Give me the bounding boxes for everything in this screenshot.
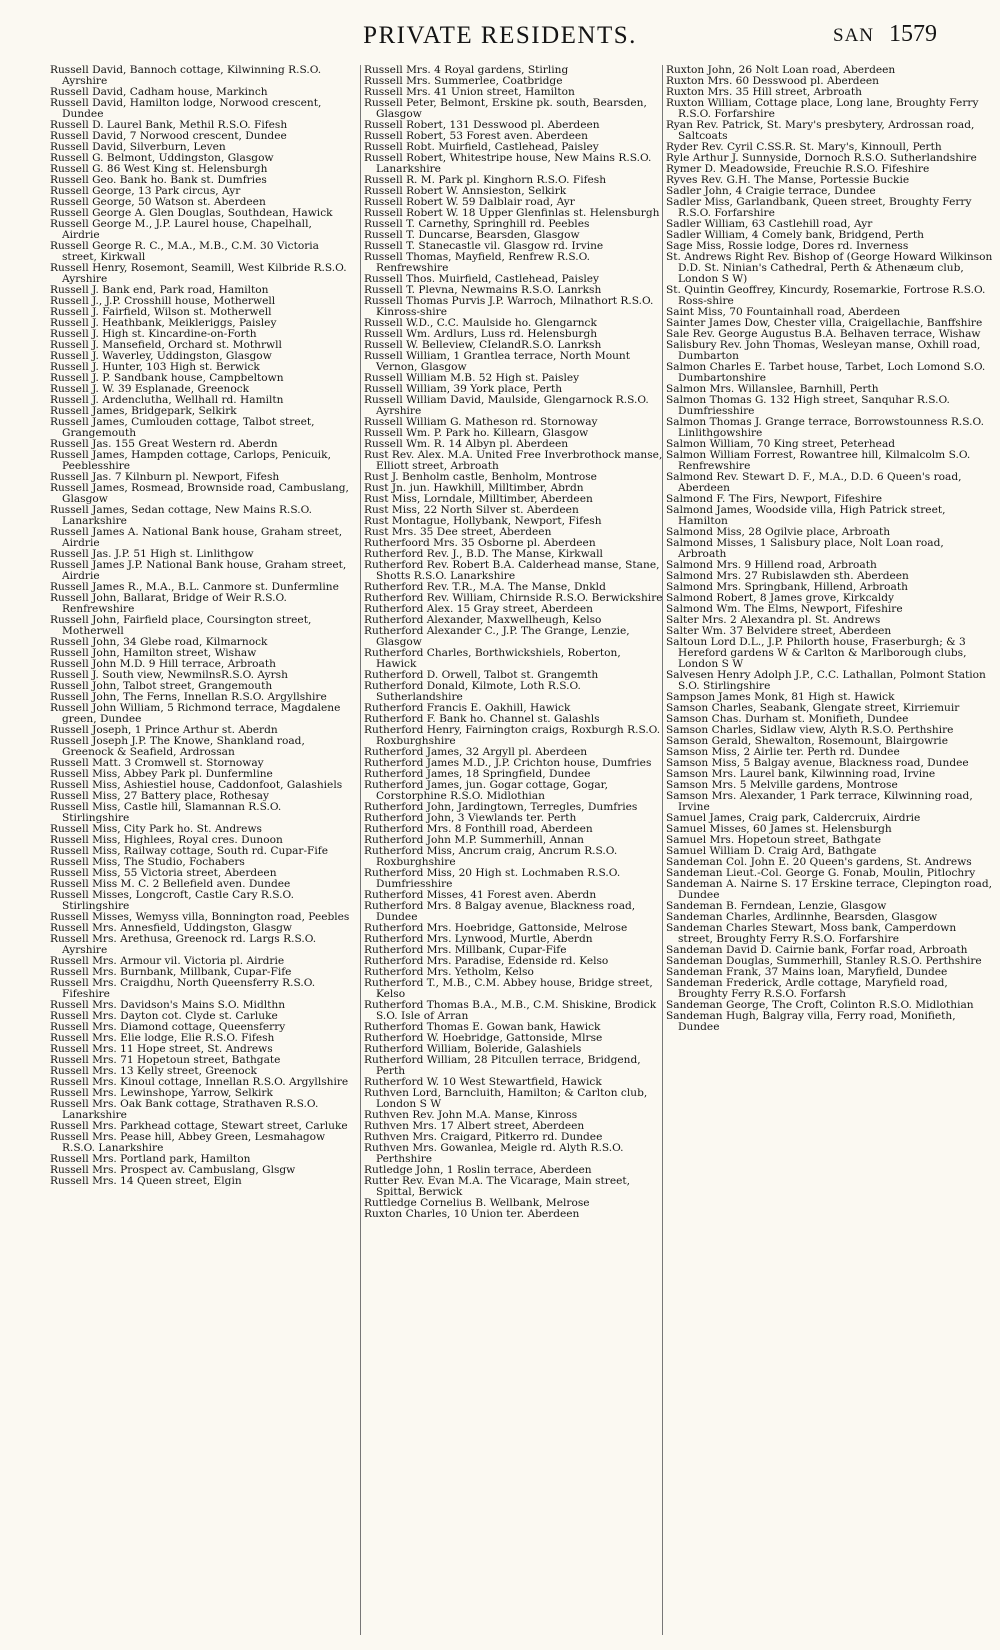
directory-entry: Russell Mrs. Elie lodge, Elie R.S.O. Fifesh [50,1032,275,1044]
directory-entry: Russell William, 39 York place, Perth [364,383,563,395]
directory-entry: Rutherford Alexander, Maxwellheugh, Kelso [364,614,602,626]
directory-entry: Rutherford John M.P. Summerhill, Annan [364,834,584,846]
directory-entry: Russell Miss, Highlees, Royal cres. Dunoon [50,834,283,846]
directory-entry: Samuel Mrs. Hopetoun street, Bathgate [666,834,881,846]
directory-entry: Russell James, Sedan cottage, New Mains R.S.O. Lanarkshire [50,504,313,527]
directory-entry: Samson Miss, 5 Balgay avenue, Blackness road, Dundee [666,757,969,769]
directory-entry: Rutter Rev. Evan M.A. The Vicarage, Main street, Spittal, Berwick [364,1175,631,1198]
directory-entry: Ruttledge Cornelius B. Wellbank, Melrose [364,1197,590,1209]
directory-entry: Rutherford Rev. Robert B.A. Calderhead manse, Stane, Shotts R.S.O. Lanarkshire [364,559,660,582]
directory-entry: Samson Charles, Seabank, Glengate street, Kirriemuir [666,702,960,714]
directory-entry: Russell J. High st. Kincardine-on-Forth [50,328,257,340]
directory-entry: Salmond Rev. Stewart D. F., M.A., D.D. 6 Queen's road, Aberdeen [666,471,962,494]
directory-entry: Russell William David, Maulside, Glengarnock R.S.O. Ayrshire [364,394,649,417]
directory-entry: Sainter James Dow, Chester villa, Craigellachie, Banffshire [666,317,983,329]
directory-entry: Russell Mrs. Pease hill, Abbey Green, Lesmahagow R.S.O. Lanarkshire [50,1131,326,1154]
directory-entry: Rutherford James, jun. Gogar cottage, Gogar, Corstorphine R.S.O. Midlothian [364,779,608,802]
directory-entry: Ruxton Mrs. 35 Hill street, Arbroath [666,86,862,98]
directory-entry: Saint Miss, 70 Fountainhall road, Aberdeen [666,306,901,318]
directory-entry: Rutherford James M.D., J.P. Crichton house, Dumfries [364,757,652,769]
directory-entry: Rust Miss, 22 North Silver st. Aberdeen [364,504,579,516]
directory-entry: Rust Miss, Lorndale, Milltimber, Aberdeen [364,493,593,505]
directory-entry: Salmon Mrs. Willanslee, Barnhill, Perth [666,383,879,395]
directory-entry: Russell R. M. Park pl. Kinghorn R.S.O. Fifesh [364,174,607,186]
directory-entry: Russell Jas. J.P. 51 High st. Linlithgow [50,548,254,560]
directory-entry: Russell Mrs. Parkhead cottage, Stewart street, Carluke [50,1120,348,1132]
directory-entry: Russell J., J.P. Crosshill house, Motherwell [50,295,276,307]
page-header [0,0,1000,56]
directory-entry: Rutherford Mrs. 8 Fonthill road, Aberdeen [364,823,593,835]
directory-entry: Russell Joseph, 1 Prince Arthur st. Aberdn [50,724,278,736]
directory-entry: Russell Mrs. Lewinshope, Yarrow, Selkirk [50,1087,273,1099]
directory-entry: Rutherford Alex. 15 Gray street, Aberdeen [364,603,593,615]
directory-entry: Russell J. Ardenclutha, Wellhall rd. Hamiltn [50,394,284,406]
directory-entry: Russell John, The Ferns, Innellan R.S.O. Argyllshire [50,691,327,703]
directory-entry: Russell Miss, Ashiestiel house, Caddonfoot, Galashiels [50,779,343,791]
directory-entry: Salmon William, 70 King street, Peterhead [666,438,896,450]
directory-entry: Russell T. Duncarse, Bearsden, Glasgow [364,229,580,241]
directory-entry: Russell T. Plevna, Newmains R.S.O. Lanrksh [364,284,602,296]
directory-entry: Salmon Thomas G. 132 High street, Sanquhar R.S.O. Dumfriesshire [666,394,950,417]
directory-entry: Salisbury Rev. John Thomas, Wesleyan manse, Oxhill road, Dumbarton [666,339,981,362]
directory-entry: Rutherford James, 32 Argyll pl. Aberdeen [364,746,588,758]
directory-entry: Salmond Wm. The Elms, Newport, Fifeshire [666,603,903,615]
directory-entry: Sandeman Frederick, Ardle cottage, Maryfield road, Broughty Ferry R.S.O. Forfarsh [666,977,948,1000]
directory-entry: Rutherford W. Hoebridge, Gattonside, Mlrse [364,1032,603,1044]
directory-entry: Russell Mrs. Craigdhu, North Queensferry R.S.O. Fifeshire [50,977,316,1000]
directory-entry: Russell Misses, Wemyss villa, Bonnington road, Peebles [50,911,350,923]
directory-entry: Salmond Miss, 28 Ogilvie place, Arbroath [666,526,891,538]
directory-entry: Russell Mrs. 41 Union street, Hamilton [364,86,575,98]
directory-entry: Salmon Thomas J. Grange terrace, Borrowstounness R.S.O. Linlithgowshire [666,416,984,439]
directory-entry: Sandeman David D. Cairnie bank, Forfar road, Arbroath [666,944,968,956]
directory-entry: Russell Miss, City Park ho. St. Andrews [50,823,262,835]
directory-entry: Russell Jas. 155 Great Western rd. Aberdn [50,438,278,450]
directory-entry: Sampson James Monk, 81 High st. Hawick [666,691,895,703]
directory-entry: Russell Mrs. Davidson's Mains S.O. Midlthn [50,999,286,1011]
directory-entry: Russell Miss M. C. 2 Bellefield aven. Dundee [50,878,291,890]
directory-entry: Russell J. Mansefield, Orchard st. Mothrwll [50,339,282,351]
directory-entry: Russell Misses, Longcroft, Castle Cary R.S.O. Stirlingshire [50,889,294,912]
directory-entry: Russell G. Belmont, Uddingston, Glasgow [50,152,274,164]
directory-entry: Sandeman Douglas, Summerhill, Stanley R.S.O. Perthshire [666,955,982,967]
directory-entry: Ruxton Mrs. 60 Desswood pl. Aberdeen [666,75,879,87]
directory-entry: Ruxton John, 26 Nolt Loan road, Aberdeen [666,65,896,76]
directory-entry: Salmon William Forrest, Rowantree hill, Kilmalcolm S.O. Renfrewshire [666,449,971,472]
directory-entry: Russell George A. Glen Douglas, Southdean, Hawick [50,207,333,219]
directory-entry: Rutherfoord Mrs. 35 Osborne pl. Aberdeen [364,537,596,549]
directory-entry: Rutherford Rev. J., B.D. The Manse, Kirkwall [364,548,603,560]
directory-entry: Samson Mrs. Alexander, 1 Park terrace, Kilwinning road, Irvine [666,790,973,813]
directory-entry: Russell Jas. 7 Kilnburn pl. Newport, Fifesh [50,471,280,483]
directory-entry: Russell Mrs. Dayton cot. Clyde st. Carluke [50,1010,278,1022]
directory-entry: Russell George R. C., M.A., M.B., C.M. 30 Victoria street, Kirkwall [50,240,320,263]
directory-entry: Russell Robert, 131 Desswood pl. Aberdeen [364,119,600,131]
directory-entry: Russell W. Belleview, CIelandR.S.O. Lanrksh [364,339,602,351]
directory-entry: Samuel James, Craig park, Caldercruix, Airdrie [666,812,921,824]
directory-entry: Sandeman A. Nairne S. 17 Erskine terrace, Clepington road, Dundee [666,878,993,901]
directory-entry: Salmond F. The Firs, Newport, Fifeshire [666,493,883,505]
directory-entry: Salmond James, Woodside villa, High Patrick street, Hamilton [666,504,946,527]
directory-entry: Russell James A. National Bank house, Graham street, Airdrie [50,526,343,549]
directory-entry: Russell Mrs. Armour vil. Victoria pl. Airdrie [50,955,285,967]
directory-entry: Russell Mrs. 4 Royal gardens, Stirling [364,65,569,76]
directory-entry: Ryle Arthur J. Sunnyside, Dornoch R.S.O. Sutherlandshire [666,152,977,164]
directory-entry: Rymer D. Meadowside, Freuchie R.S.O. Fifeshire [666,163,930,175]
section-abbreviation: SAN [833,25,875,46]
directory-entry: Rutherford Henry, Fairnington craigs, Roxburgh R.S.O. Roxburghshire [364,724,661,747]
directory-entry: Russell James, Hampden cottage, Carlops, Penicuik, Peeblesshire [50,449,331,472]
directory-entry: Sage Miss, Rossie lodge, Dores rd. Inverness [666,240,909,252]
directory-entry: Russell Mrs. Annesfield, Uddingston, Glasgw [50,922,292,934]
directory-entry: Russell Miss, Railway cottage, South rd. Cupar-Fife [50,845,328,857]
directory-entry: Russell Robert W. 59 Dalblair road, Ayr [364,196,575,208]
directory-entry: Rutherford F. Bank ho. Channel st. Galashls [364,713,600,725]
directory-entry: Samuel Misses, 60 James st. Helensburgh [666,823,892,835]
directory-entry: Russell George, 50 Watson st. Aberdeen [50,196,266,208]
directory-entry: Russell J. Waverley, Uddingston, Glasgow [50,350,272,362]
directory-entry: Russell Miss, 55 Victoria street, Aberdeen [50,867,277,879]
directory-entry: Rutledge John, 1 Roslin terrace, Aberdeen [364,1164,592,1176]
directory-entry: Russell Mrs. Arethusa, Greenock rd. Largs R.S.O. Ayrshire [50,933,317,956]
directory-entry: Russell John M.D. 9 Hill terrace, Arbroath [50,658,276,670]
directory-entry: Rutherford James, 18 Springfield, Dundee [364,768,591,780]
directory-entry: Russell Thos. Muirfield, Castlehead, Paisley [364,273,600,285]
directory-entry: Salmond Mrs. 9 Hillend road, Arbroath [666,559,877,571]
directory-entry: Rutherford William, 28 Pitcullen terrace, Bridgend, Perth [364,1054,641,1077]
directory-entry: Russell James J.P. National Bank house, Graham street, Airdrie [50,559,347,582]
directory-entry: Russell John, Ballarat, Bridge of Weir R.S.O. Renfrewshire [50,592,287,615]
directory-entry: Saltoun Lord D.L., J.P. Philorth house, Fraserburgh; & 3 Hereford gardens W & Carlton & Marlborough clubs, London S W [666,636,967,670]
directory-entry: Samson Charles, Sidlaw view, Alyth R.S.O. Perthshire [666,724,954,736]
directory-entry: Rutherford Rev. T.R., M.A. The Manse, Dnkld [364,581,606,593]
directory-entry: Sadler John, 4 Craigie terrace, Dundee [666,185,876,197]
directory-entry: Sandeman Hugh, Balgray villa, Ferry road, Monifieth, Dundee [666,1010,956,1033]
column-2 [360,65,664,1635]
directory-entry: Ruthven Rev. John M.A. Manse, Kinross [364,1109,578,1121]
directory-entry: Russell Robert W. 18 Upper Glenfinlas st. Helensburgh [364,207,660,219]
page-number: 1579 [889,21,937,47]
directory-entry: Russell John, 34 Glebe road, Kilmarnock [50,636,268,648]
directory-entry: Salmond Mrs. 27 Rubislawden sth. Aberdeen [666,570,909,582]
directory-entry: Ruxton William, Cottage place, Long lane, Broughty Ferry R.S.O. Forfarshire [666,97,979,120]
directory-entry: Sadler William, 63 Castlehill road, Ayr [666,218,873,230]
directory-entry: Russell Geo. Bank ho. Bank st. Dumfries [50,174,267,186]
directory-entry: Russell Robert W. Annsieston, Selkirk [364,185,567,197]
directory-entry: Salmond Misses, 1 Salisbury place, Nolt Loan road, Arbroath [666,537,944,560]
directory-entry: Russell Henry, Rosemont, Seamill, West Kilbride R.S.O. Ayrshire [50,262,347,285]
directory-entry: Rust Montague, Hollybank, Newport, Fifesh [364,515,602,527]
directory-entry: Rutherford Francis E. Oakhill, Hawick [364,702,571,714]
directory-entry: Ryan Rev. Patrick, St. Mary's presbytery, Ardrossan road, Saltcoats [666,119,975,142]
directory-entry: Russell Miss, The Studio, Fochabers [50,856,245,868]
directory-entry: Russell Joseph J.P. The Knowe, Shankland road, Greenock & Seafield, Ardrossan [50,735,305,758]
directory-entry: Russell David, 7 Norwood crescent, Dundee [50,130,287,142]
directory-entry: Russell J. Fairfield, Wilson st. Motherwell [50,306,272,318]
directory-entry: Russell George, 13 Park circus, Ayr [50,185,241,197]
directory-entry: Russell William M.B. 52 High st. Paisley [364,372,580,384]
directory-entry: Russell J. Heathbank, Meikleriggs, Paisley [50,317,277,329]
directory-entry: Rutherford Donald, Kilmote, Loth R.S.O. Sutherlandshire [364,680,581,703]
directory-entry: Russell William G. Matheson rd. Stornoway [364,416,598,428]
directory-entry: Russell Wm. Ardlurs, Luss rd. Helensburgh [364,328,598,340]
directory-entry: Rutherford W. 10 West Stewartfield, Hawick [364,1076,602,1088]
directory-entry: Sadler Miss, Garlandbank, Queen street, Broughty Ferry R.S.O. Forfarshire [666,196,972,219]
directory-entry: Russell Mrs. Prospect av. Cambuslang, Glsgw [50,1164,296,1176]
directory-entry: Russell James R., M.A., B.L. Canmore st. Dunfermline [50,581,339,593]
directory-entry: Ruthven Mrs. Craigard, Pitkerro rd. Dundee [364,1131,603,1143]
directory-entry: Ryves Rev. G.H. The Manse, Portessie Buckie [666,174,910,186]
column-1 [50,65,350,1635]
directory-entry: Sandeman Charles Stewart, Moss bank, Camperdown street, Broughty Ferry R.S.O. Forfarshire [666,922,957,945]
directory-entry: Salvesen Henry Adolph J.P., C.C. Lathallan, Polmont Station S.O. Stirlingshire [666,669,986,692]
directory-entry: Rutherford Mrs. Yetholm, Kelso [364,966,534,978]
directory-entry: Russell John William, 5 Richmond terrace, Magdalene green, Dundee [50,702,341,725]
directory-entry: Rutherford Miss, 20 High st. Lochmaben R.S.O. Dumfriesshire [364,867,621,890]
directory-entry: Ryder Rev. Cyril C.SS.R. St. Mary's, Kinnoull, Perth [666,141,942,153]
directory-entry: Salmond Robert, 8 James grove, Kirkcaldy [666,592,895,604]
directory-entry: Russell Miss, Castle hill, Slamannan R.S.O. Stirlingshire [50,801,282,824]
directory-entry: Russell Mrs. Burnbank, Millbank, Cupar-Fife [50,966,292,978]
directory-entry: Russell David, Hamilton lodge, Norwood crescent, Dundee [50,97,322,120]
directory-entry: Russell David, Bannoch cottage, Kilwinning R.S.O. Ayrshire [50,65,322,87]
directory-entry: Rutherford D. Orwell, Talbot st. Grangemth [364,669,599,681]
directory-entry: Russell Mrs. 13 Kelly street, Greenock [50,1065,257,1077]
directory-entry: Russell Peter, Belmont, Erskine pk. south, Bearsden, Glasgow [364,97,647,120]
directory-entry: Russell James, Cumlouden cottage, Talbot street, Grangemouth [50,416,315,439]
directory-entry: Russell Robt. Muirfield, Castlehead, Paisley [364,141,599,153]
directory-entry: Russell James, Rosmead, Brownside road, Cambuslang, Glasgow [50,482,349,505]
directory-entry: Sadler William, 4 Comely bank, Bridgend, Perth [666,229,924,241]
directory-entry: Russell George M., J.P. Laurel house, Chapelhall, Airdrie [50,218,312,241]
directory-entry: Salmon Charles E. Tarbet house, Tarbet, Loch Lomond S.O. Dumbartonshire [666,361,986,384]
directory-entry: Russell David, Cadham house, Markinch [50,86,268,98]
directory-entry: Ruxton Charles, 10 Union ter. Aberdeen [364,1208,580,1220]
directory-entry: Samson Mrs. Laurel bank, Kilwinning road, Irvine [666,768,936,780]
directory-entry: Samson Chas. Durham st. Monifieth, Dundee [666,713,909,725]
directory-entry: Russell W.D., C.C. Maulside ho. Glengarnck [364,317,597,329]
directory-entry: Russell T. Carnethy, Springhill rd. Peebles [364,218,590,230]
directory-entry: Rutherford Misses, 41 Forest aven. Aberdn [364,889,597,901]
directory-entry: Russell J. Hunter, 103 High st. Berwick [50,361,260,373]
column-3 [662,65,994,1635]
directory-entry: Russell Wm. R. 14 Albyn pl. Aberdeen [364,438,569,450]
directory-entry: Sandeman B. Ferndean, Lenzie, Glasgow [666,900,887,912]
directory-entry: Russell Mrs. Diamond cottage, Queensferry [50,1021,286,1033]
directory-entry: Russell Wm. P. Park ho. Killearn, Glasgow [364,427,589,439]
directory-entry: Sandeman Lieut.-Col. George G. Fonab, Moulin, Pitlochry [666,867,976,879]
directory-entry: Russell Mrs. 14 Queen street, Elgin [50,1175,242,1187]
directory-entry: Sandeman Frank, 37 Mains loan, Maryfield, Dundee [666,966,948,978]
directory-entry: Rust Mrs. 35 Dee street, Aberdeen [364,526,552,538]
directory-entry: Salter Wm. 37 Belvidere street, Aberdeen [666,625,892,637]
directory-entry: Rutherford Rev. William, Chirnside R.S.O. Berwickshire [364,592,663,604]
directory-entry: Samson Mrs. 5 Melville gardens, Montrose [666,779,898,791]
directory-entry: Samson Miss, 2 Airlie ter. Perth rd. Dundee [666,746,900,758]
directory-entry: Russell J. W. 39 Esplanade, Greenock [50,383,250,395]
directory-entry: Sale Rev. George Augustus B.A. Belhaven terrace, Wishaw [666,328,981,340]
directory-entry: Russell James, Bridgepark, Selkirk [50,405,237,417]
directory-entry: Russell J. South view, NewmilnsR.S.O. Ayrsh [50,669,288,681]
directory-entry: Russell John, Talbot street, Grangemouth [50,680,273,692]
directory-entry: St. Andrews Right Rev. Bishop of (George Howard Wilkinson D.D. St. Ninian's Cathedral, Perth & Athenæum club, London S W) [666,251,993,285]
directory-entry: Sandeman Col. John E. 20 Queen's gardens, St. Andrews [666,856,972,868]
directory-entry: Russell Robert, 53 Forest aven. Aberdeen [364,130,588,142]
directory-entry: Rutherford Miss, Ancrum craig, Ancrum R.S.O. Roxburghshire [364,845,618,868]
directory-entry: Russell D. Laurel Bank, Methil R.S.O. Fifesh [50,119,288,131]
directory-entry: Russell T. Stanecastle vil. Glasgow rd. Irvine [364,240,604,252]
directory-entry: Russell Mrs. Portland park, Hamilton [50,1153,251,1165]
directory-entry: Ruthven Mrs. Gowanlea, Meigle rd. Alyth R.S.O. Perthshire [364,1142,624,1165]
directory-entry: Russell Miss, 27 Battery place, Rothesay [50,790,269,802]
directory-entry: Russell Mrs. 71 Hopetoun street, Bathgate [50,1054,281,1066]
directory-entry: Rutherford Charles, Borthwickshiels, Roberton, Hawick [364,647,621,670]
directory-entry: Russell J. P. Sandbank house, Campbeltown [50,372,284,384]
directory-entry: Russell Mrs. Summerlee, Coatbridge [364,75,563,87]
directory-entry: Samuel William D. Craig Ard, Bathgate [666,845,877,857]
directory-entry: Ruthven Mrs. 17 Albert street, Aberdeen [364,1120,585,1132]
directory-entry: Russell John, Fairfield place, Coursington street, Motherwell [50,614,312,637]
directory-entry: Rutherford Mrs. Millbank, Cupar-Fife [364,944,567,956]
directory-entry: Rust J. Benholm castle, Benholm, Montrose [364,471,597,483]
directory-entry: Russell Mrs. 11 Hope street, St. Andrews [50,1043,273,1055]
directory-entry: Rutherford Thomas B.A., M.B., C.M. Shiskine, Brodick S.O. Isle of Arran [364,999,657,1022]
directory-entry: St. Quintin Geoffrey, Kincurdy, Rosemarkie, Fortrose R.S.O. Ross-shire [666,284,986,307]
directory-entry: Samson Gerald, Shewalton, Rosemount, Blairgowrie [666,735,948,747]
directory-entry: Russell William, 1 Grantlea terrace, North Mount Vernon, Glasgow [364,350,631,373]
directory-entry: Russell Thomas, Mayfield, Renfrew R.S.O. Renfrewshire [364,251,591,274]
directory-entry: Rutherford Mrs. Hoebridge, Gattonside, Melrose [364,922,628,934]
directory-entry: Sandeman George, The Croft, Colinton R.S.O. Midlothian [666,999,974,1011]
directory-entry: Rutherford Mrs. Lynwood, Murtle, Aberdn [364,933,593,945]
directory-entry: Ruthven Lord, Barncluith, Hamilton; & Carlton club, London S W [364,1087,648,1110]
page-title: PRIVATE RESIDENTS. [363,22,637,49]
directory-entry: Russell Miss, Abbey Park pl. Dunfermline [50,768,273,780]
directory-entry: Sandeman Charles, Ardlinnhe, Bearsden, Glasgow [666,911,938,923]
directory-entry: Russell Thomas Purvis J.P. Warroch, Milnathort R.S.O. Kinross-shire [364,295,654,318]
directory-entry: Salter Mrs. 2 Alexandra pl. St. Andrews [666,614,881,626]
directory-entry: Russell Robert, Whitestripe house, New Mains R.S.O. Lanarkshire [364,152,652,175]
directory-entry: Rutherford Alexander C., J.P. The Grange, Lenzie, Glasgow [364,625,630,648]
directory-entry: Russell Matt. 3 Cromwell st. Stornoway [50,757,264,769]
directory-entry: Salmond Mrs. Springbank, Hillend, Arbroath [666,581,908,593]
directory-entry: Rutherford T., M.B., C.M. Abbey house, Bridge street, Kelso [364,977,653,1000]
directory-entry: Russell David, Silverburn, Leven [50,141,226,153]
directory-entry: Rutherford Thomas E. Gowan bank, Hawick [364,1021,601,1033]
directory-entry: Russell G. 86 West King st. Helensburgh [50,163,268,175]
directory-entry: Russell J. Bank end, Park road, Hamilton [50,284,269,296]
directory-entry: Russell Mrs. Kinoul cottage, Innellan R.S.O. Argyllshire [50,1076,349,1088]
directory-entry: Russell Mrs. Oak Bank cottage, Strathaven R.S.O. Lanarkshire [50,1098,319,1121]
directory-entry: Rust Jn. jun. Hawkhill, Milltimber, Abrdn [364,482,584,494]
directory-entry: Rutherford John, 3 Viewlands ter. Perth [364,812,577,824]
directory-entry: Russell John, Hamilton street, Wishaw [50,647,257,659]
directory-entry: Rutherford Mrs. 8 Balgay avenue, Blackness road, Dundee [364,900,636,923]
directory-entry: Rutherford Mrs. Paradise, Edenside rd. Kelso [364,955,609,967]
directory-entry: Rutherford John, Jardingtown, Terregles, Dumfries [364,801,638,813]
directory-entry: Rust Rev. Alex. M.A. United Free Inverbrothock manse, Elliott street, Arbroath [364,449,663,472]
directory-columns [50,65,993,1635]
directory-entry: Rutherford William, Boleride, Galashiels [364,1043,582,1055]
